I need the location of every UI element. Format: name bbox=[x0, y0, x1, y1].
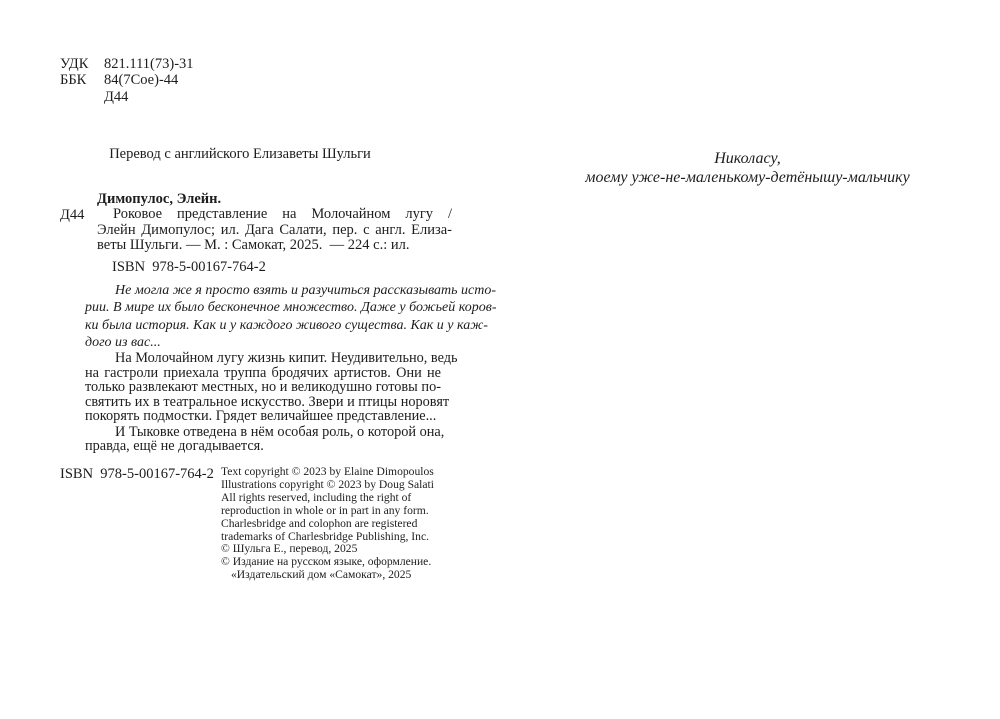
text-line: покорять подмостки. Грядет величайшее представление... bbox=[85, 408, 437, 424]
copyright-block bbox=[221, 466, 491, 582]
bib-description bbox=[97, 207, 452, 253]
bbk-value: 84(7Сое)-44 bbox=[104, 72, 179, 89]
bib-index: Д44 bbox=[60, 206, 85, 223]
imprint-isbn: ISBN 978-5-00167-764-2 bbox=[60, 466, 214, 482]
udc-value: 821.111(73)-31 bbox=[104, 56, 194, 72]
annotation-paragraph-1 bbox=[85, 350, 458, 424]
udc-row bbox=[60, 56, 194, 72]
text-line: святить их в театральное искусство. Звери и птицы норовят bbox=[85, 393, 450, 410]
text-line: Text copyright © 2023 by Elaine Dimopoulos bbox=[221, 465, 434, 478]
bib-isbn: ISBN 978-5-00167-764-2 bbox=[112, 259, 266, 276]
text-line: дого из вас... bbox=[85, 335, 161, 351]
translator-credit: Перевод с английского Елизаветы Шульги bbox=[109, 146, 371, 162]
text-line: © Издание на русском языке, оформление. bbox=[221, 555, 432, 569]
text-line: Illustrations copyright © 2023 by Doug Salati bbox=[221, 477, 434, 491]
classification-block bbox=[60, 56, 194, 105]
text-line: Элейн Димопулос; ил. Дага Салати, пер. с англ. Елиза- bbox=[97, 221, 452, 238]
annotation-paragraph-2 bbox=[85, 423, 445, 454]
text-line: На Молочайном лугу жизнь кипит. Неудивительно, ведь bbox=[115, 350, 458, 366]
text-line: Не могла же я просто взять и разучиться рассказывать исто- bbox=[115, 283, 497, 298]
bib-author: Димопулос, Элейн. bbox=[97, 191, 222, 207]
text-line: на гастроли приехала труппа бродячих артистов. Они не bbox=[85, 364, 441, 381]
text-line: «Издательский дом «Самокат», 2025 bbox=[231, 568, 412, 582]
text-line: Роковое представление на Молочайном лугу / bbox=[113, 206, 452, 223]
teaser-quote bbox=[85, 282, 497, 352]
bbk-row bbox=[60, 72, 194, 88]
text-line: All rights reserved, including the right of bbox=[221, 490, 412, 504]
author-sign-value: Д44 bbox=[104, 88, 129, 105]
text-line: правда, ещё не догадывается. bbox=[85, 438, 264, 454]
text-line: рии. В мире их было бесконечное множество. Даже у божьей коров- bbox=[85, 300, 497, 316]
dedication bbox=[560, 150, 935, 187]
text-line: Charlesbridge and colophon are registered bbox=[221, 516, 418, 530]
text-line: И Тыковке отведена в нём особая роль, о которой она, bbox=[115, 423, 445, 440]
text-line: только развлекают местных, но и великодушно готовы по- bbox=[85, 379, 441, 395]
bibliographic-entry bbox=[60, 192, 452, 275]
annotation-block bbox=[85, 350, 458, 454]
text-line: Николасу, bbox=[714, 150, 781, 167]
text-line: © Шульга Е., перевод, 2025 bbox=[221, 542, 358, 556]
text-line: ки была история. Как и у каждого живого существа. Как и у каж- bbox=[85, 317, 488, 333]
author-sign-row bbox=[60, 89, 194, 105]
text-line: моему уже-не-маленькому-детёнышу-мальчику bbox=[585, 168, 910, 186]
udc-label: УДК bbox=[60, 56, 89, 72]
text-line: reproduction in whole or in part in any form. bbox=[221, 503, 429, 517]
text-line: веты Шульги. — М. : Самокат, 2025. — 224 с.: ил. bbox=[97, 236, 410, 253]
bbk-label: ББК bbox=[60, 72, 87, 89]
text-line: trademarks of Charlesbridge Publishing, Inc. bbox=[221, 529, 429, 543]
